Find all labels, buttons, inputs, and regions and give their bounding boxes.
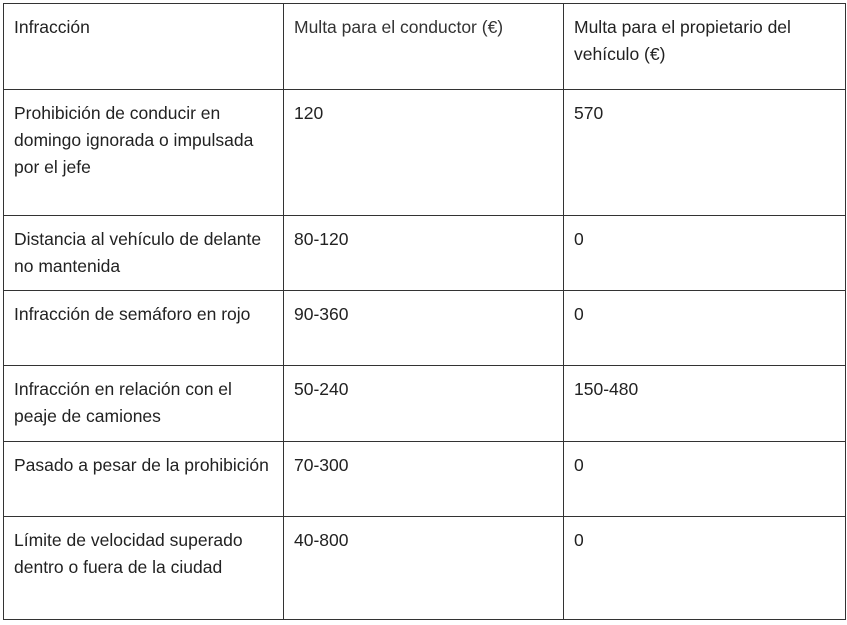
cell-owner-fine: 150-480: [564, 366, 846, 442]
cell-driver-fine: 70-300: [284, 442, 564, 517]
cell-owner-fine: 0: [564, 442, 846, 517]
cell-owner-fine: 570: [564, 90, 846, 216]
cell-infraction: Infracción de semáforo en rojo: [4, 291, 284, 366]
table-row: [4, 216, 846, 291]
table-row: [4, 442, 846, 517]
cell-infraction: Distancia al vehículo de delante no mantenida: [4, 216, 284, 291]
table-row: [4, 90, 846, 216]
table-row: [4, 517, 846, 620]
cell-driver-fine: 50-240: [284, 366, 564, 442]
header-infraction: Infracción: [4, 4, 284, 90]
table-row: [4, 366, 846, 442]
cell-driver-fine: 80-120: [284, 216, 564, 291]
cell-infraction: Prohibición de conducir en domingo ignorada o impulsada por el jefe: [4, 90, 284, 216]
cell-driver-fine: 40-800: [284, 517, 564, 620]
cell-infraction: Pasado a pesar de la prohibición: [4, 442, 284, 517]
header-owner-fine: Multa para el propietario del vehículo (€): [564, 4, 846, 90]
header-driver-fine: Multa para el conductor (€): [284, 4, 564, 90]
cell-driver-fine: 90-360: [284, 291, 564, 366]
cell-driver-fine: 120: [284, 90, 564, 216]
table-header-row: [4, 4, 846, 90]
cell-infraction: Límite de velocidad superado dentro o fuera de la ciudad: [4, 517, 284, 620]
cell-owner-fine: 0: [564, 216, 846, 291]
table-row: [4, 291, 846, 366]
cell-owner-fine: 0: [564, 517, 846, 620]
cell-owner-fine: 0: [564, 291, 846, 366]
cell-infraction: Infracción en relación con el peaje de camiones: [4, 366, 284, 442]
fines-table: [3, 3, 846, 620]
